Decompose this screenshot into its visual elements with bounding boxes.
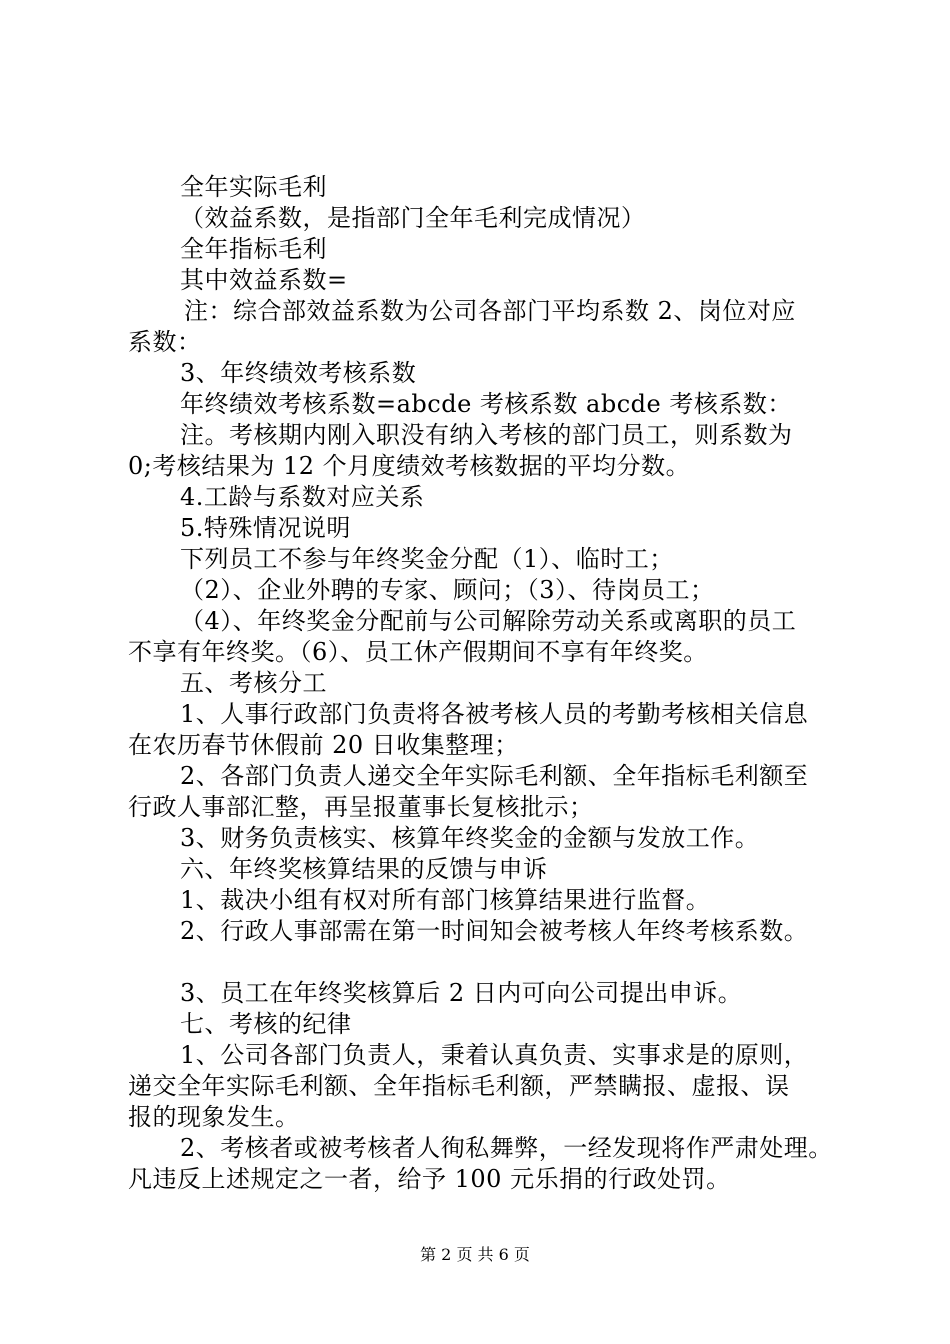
page-number-label: 第 2 页 共 6 页 [420,1245,530,1264]
text-line: 年终绩效考核系数=abcde 考核系数 abcde 考核系数： [180,390,792,418]
text-line: 1、人事行政部门负责将各被考核人员的考勤考核相关信息 [180,700,809,728]
text-line: 3、财务负责核实、核算年终奖金的金额与发放工作。 [180,824,760,852]
text-line: 2、各部门负责人递交全年实际毛利额、全年指标毛利额至 [180,762,809,790]
text-line: 注：综合部效益系数为公司各部门平均系数 2、岗位对应 [184,297,796,325]
text-line: 5.特殊情况说明 [180,514,351,542]
text-line: 递交全年实际毛利额、全年指标毛利额，严禁瞒报、虚报、误 [128,1072,790,1100]
text-line: 在农历春节休假前 20 日收集整理； [128,731,519,759]
section-heading: 六、年终奖核算结果的反馈与申诉 [180,855,548,883]
text-line: 全年指标毛利 [180,235,327,263]
text-line: 系数： [128,328,202,356]
text-line: （效益系数，是指部门全年毛利完成情况） [180,204,646,232]
document-body [128,172,833,1195]
section-heading: 七、考核的纪律 [180,1010,352,1038]
text-line: 注。考核期内刚入职没有纳入考核的部门员工，则系数为 [180,421,793,449]
text-line: 报的现象发生。 [128,1103,300,1131]
section-heading: 五、考核分工 [180,669,327,697]
text-line: 1、公司各部门负责人，秉着认真负责、实事求是的原则， [180,1041,809,1069]
text-line: 3、年终绩效考核系数 [180,359,417,387]
text-line: 2、考核者或被考核者人徇私舞弊，一经发现将作严肃处理。 [180,1134,833,1162]
text-line: 凡违反上述规定之一者，给予 100 元乐捐的行政处罚。 [128,1165,731,1193]
text-line: （4）、年终奖金分配前与公司解除劳动关系或离职的员工 [180,607,797,635]
paragraph-gap [128,947,833,978]
text-line: 行政人事部汇整，再呈报董事长复核批示； [128,793,594,821]
text-line: 0;考核结果为 12 个月度绩效考核数据的平均分数。 [128,452,691,480]
text-line: 下列员工不参与年终奖金分配（1）、临时工； [180,545,674,573]
text-line: 不享有年终奖。（6）、员工休产假期间不享有年终奖。 [128,638,708,666]
text-line: 全年实际毛利 [180,173,327,201]
text-line: （2）、企业外聘的专家、顾问；（3）、待岗员工； [180,576,715,604]
text-line: 其中效益系数= [180,266,348,294]
text-line: 3、员工在年终奖核算后 2 日内可向公司提出申诉。 [180,979,743,1007]
text-line: 2、行政人事部需在第一时间知会被考核人年终考核系数。 [180,917,809,945]
text-line: 4.工龄与系数对应关系 [180,483,425,511]
text-line: 1、裁决小组有权对所有部门核算结果进行监督。 [180,886,711,914]
page-footer [0,1245,950,1265]
